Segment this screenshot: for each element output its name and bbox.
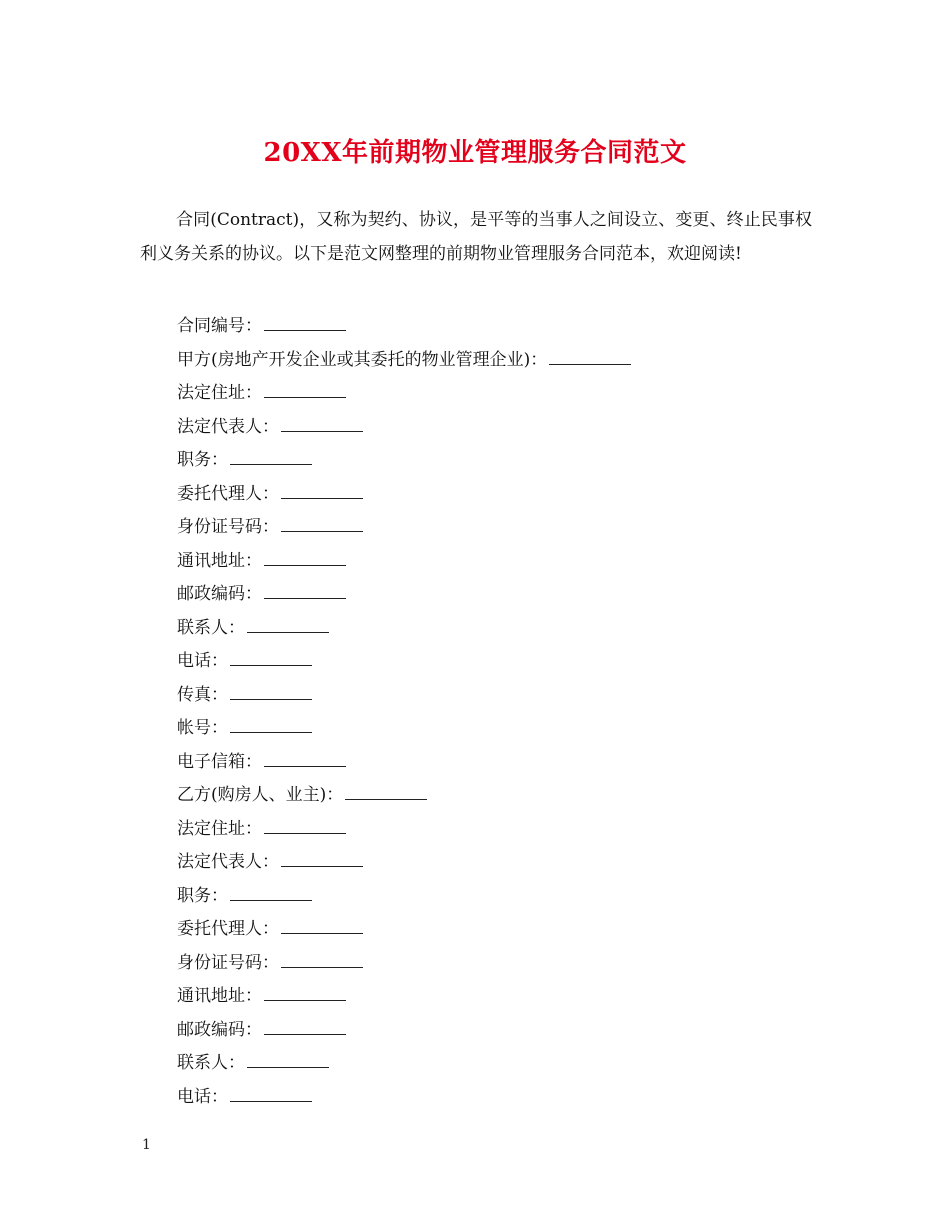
contract-field: [177, 913, 817, 947]
field-label: 法定代表人：: [177, 416, 279, 437]
contract-field: [177, 578, 817, 612]
field-label: 职务：: [177, 450, 228, 470]
field-label: 邮政编码：: [177, 1019, 262, 1040]
field-label: 传真：: [177, 684, 228, 705]
fill-in-blank: [230, 1087, 312, 1102]
contract-field: [177, 478, 817, 512]
field-label: 甲方(房地产开发企业或其委托的物业管理企业)：: [177, 349, 548, 370]
contract-field: [177, 511, 817, 545]
contract-fields-list: [177, 310, 817, 1114]
contract-field: [177, 1014, 817, 1048]
field-label: 乙方(购房人、业主)：: [177, 785, 344, 805]
fill-in-blank: [264, 1020, 346, 1035]
fill-in-blank: [345, 785, 427, 800]
fill-in-blank: [230, 450, 312, 465]
contract-field: [177, 310, 817, 344]
contract-field: [177, 846, 817, 880]
field-label: 法定住址：: [177, 383, 262, 403]
page-number: 1: [142, 1137, 151, 1153]
contract-field: [177, 712, 817, 746]
fill-in-blank: [264, 551, 346, 566]
fill-in-blank: [281, 484, 363, 499]
field-label: 电话：: [177, 651, 228, 671]
fill-in-blank: [247, 1053, 329, 1068]
contract-field: [177, 679, 817, 713]
contract-field: [177, 947, 817, 981]
fill-in-blank: [549, 350, 631, 365]
fill-in-blank: [264, 986, 346, 1001]
field-label: 联系人：: [177, 1053, 245, 1073]
contract-field: [177, 1047, 817, 1081]
field-label: 法定代表人：: [177, 852, 279, 872]
contract-field: [177, 344, 817, 378]
fill-in-blank: [281, 919, 363, 934]
field-label: 邮政编码：: [177, 584, 262, 604]
contract-field: [177, 411, 817, 445]
contract-field: [177, 980, 817, 1014]
field-label: 帐号：: [177, 718, 228, 738]
contract-field: [177, 779, 817, 813]
fill-in-blank: [264, 584, 346, 599]
fill-in-blank: [264, 752, 346, 767]
fill-in-blank: [230, 685, 312, 700]
contract-field: [177, 612, 817, 646]
document-title: 20XX年前期物业管理服务合同范文: [263, 138, 687, 168]
fill-in-blank: [264, 316, 346, 331]
field-label: 电子信箱：: [177, 751, 262, 772]
fill-in-blank: [281, 852, 363, 867]
contract-field: [177, 545, 817, 579]
fill-in-blank: [281, 953, 363, 968]
fill-in-blank: [264, 383, 346, 398]
field-label: 合同编号：: [177, 316, 262, 336]
fill-in-blank: [230, 886, 312, 901]
field-label: 通讯地址：: [177, 986, 262, 1006]
field-label: 委托代理人：: [177, 483, 279, 504]
field-label: 电话：: [177, 1086, 228, 1107]
field-label: 法定住址：: [177, 818, 262, 839]
contract-field: [177, 377, 817, 411]
intro-paragraph: 合同(Contract)，又称为契约、协议，是平等的当事人之间设立、变更、终止民事权利义务关系的协议。以下是范文网整理的前期物业管理服务合同范本，欢迎阅读!: [140, 210, 812, 264]
fill-in-blank: [230, 718, 312, 733]
fill-in-blank: [264, 819, 346, 834]
field-label: 联系人：: [177, 617, 245, 638]
contract-field: [177, 645, 817, 679]
contract-field: [177, 444, 817, 478]
fill-in-blank: [281, 517, 363, 532]
contract-field: [177, 813, 817, 847]
field-label: 委托代理人：: [177, 919, 279, 939]
field-label: 职务：: [177, 885, 228, 906]
field-label: 身份证号码：: [177, 517, 279, 537]
contract-field: [177, 1081, 817, 1115]
contract-field: [177, 746, 817, 780]
field-label: 通讯地址：: [177, 550, 262, 571]
fill-in-blank: [230, 651, 312, 666]
field-label: 身份证号码：: [177, 952, 279, 973]
fill-in-blank: [247, 618, 329, 633]
contract-field: [177, 880, 817, 914]
fill-in-blank: [281, 417, 363, 432]
